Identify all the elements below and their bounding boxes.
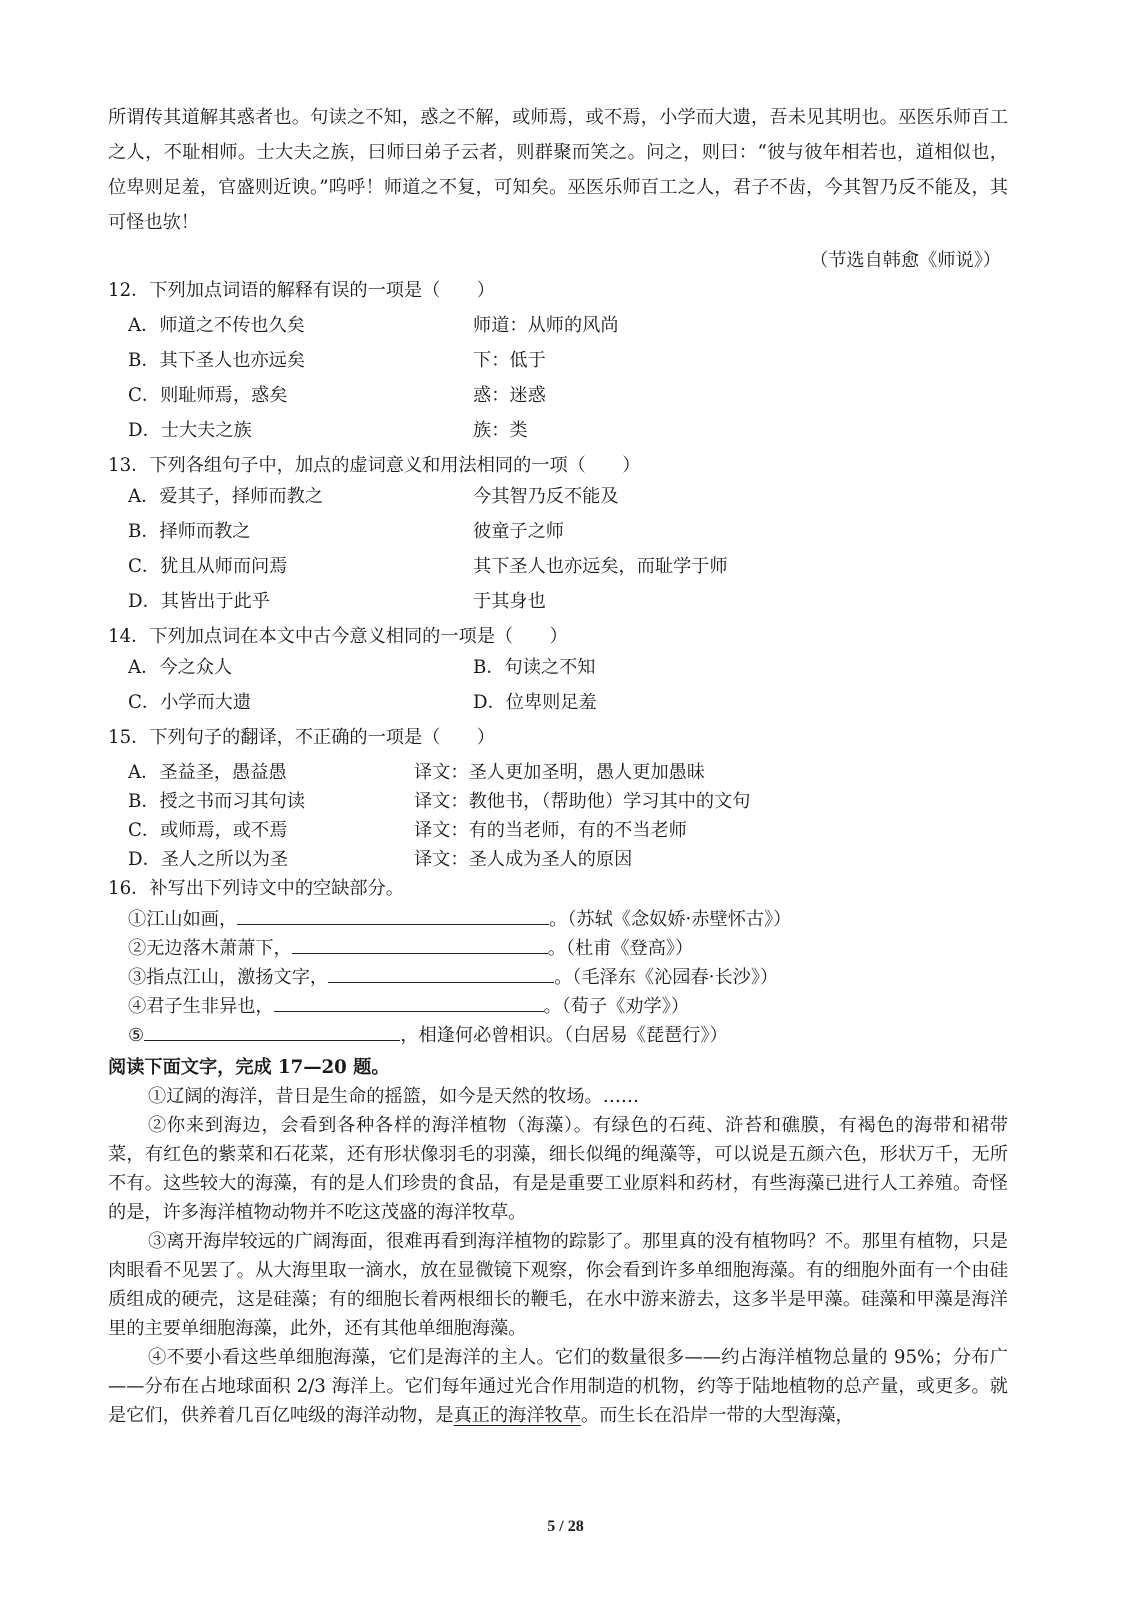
- q15-option-d: D．圣人之所以为圣: [128, 849, 289, 870]
- article-paragraph-1: ①辽阔的海洋，昔日是生命的摇篮，如今是天然的牧场。……: [148, 1086, 640, 1107]
- q16-item-4-prompt: ④君子生非异也，: [128, 996, 274, 1017]
- q16-item-4-source: 。（荀子《劝学》）: [543, 996, 690, 1017]
- q14-option-d: D．位卑则足羞: [473, 692, 597, 713]
- q13-option-d: D．其皆出于此乎: [128, 591, 270, 612]
- q13-option-c-pair: 其下圣人也亦远矣，而耻学于师: [473, 556, 728, 577]
- article-paragraph-3: ③离开海岸较远的广阔海面，很难再看到海洋植物的踪影了。那里真的没有植物吗？不。那里有植物，只是肉眼看不见罢了。从大海里取一滴水，放在显微镜下观察，你会看到许多单细胞海藻。有的细胞外面有一个由硅质组成的硬壳，这是硅藻；有的细胞长着两根细长的鞭毛，在水中游来游去，这多半是甲藻。硅藻和甲藻是海洋里的主要单细胞海藻，此外，还有其他单细胞海藻。: [108, 1231, 1008, 1339]
- q15-option-b: B．授之书而习其句读: [128, 791, 306, 812]
- q16-item-2: [128, 933, 693, 964]
- question-16-stem: 16．补写出下列诗文中的空缺部分。: [108, 878, 404, 899]
- q15-option-d-translation: 译文：圣人成为圣人的原因: [414, 849, 633, 870]
- q12-option-c: C．则耻师焉，惑矣: [128, 385, 288, 406]
- q16-item-5-prompt: ⑤: [128, 1025, 145, 1046]
- q14-option-a: A．今之众人: [128, 657, 233, 678]
- q13-option-a: A．爱其子，择师而教之: [128, 486, 324, 507]
- article-paragraph-4: [108, 1343, 1008, 1430]
- question-12-stem: 12．下列加点词语的解释有误的一项是（ ）: [108, 280, 495, 301]
- article-p4-text: ④不要小看这些单细胞海藻，它们是海洋的主人。它们的数量很多——约占海洋植物总量的 95%；分布广——分布在占地球面积 2/3 海洋上。它们每年通过光合作用制造的机物，约等于陆地植物的总产量，或更多。就是它们，供养着几百亿吨级的海洋动物，是: [108, 1347, 1008, 1426]
- q14-option-c: C．小学而大遗: [128, 692, 252, 713]
- q12-option-b: B．其下圣人也亦远矣: [128, 350, 306, 371]
- q13-option-c: C．犹且从师而问焉: [128, 556, 288, 577]
- q16-item-5-source: ，相逢何必曾相识。（白居易《琵琶行》）: [400, 1025, 728, 1046]
- q15-option-c: C．或师焉，或不焉: [128, 820, 288, 841]
- q12-option-d-gloss: 族：类: [473, 420, 528, 441]
- article-p4-underlined-phrase: 真正的海洋牧草: [453, 1405, 581, 1426]
- q15-option-c-translation: 译文：有的当老师，有的不当老师: [414, 820, 687, 841]
- q16-item-1-source: 。（苏轼《念奴娇·赤壁怀古》）: [549, 909, 792, 930]
- question-15-stem: 15．下列句子的翻译，不正确的一项是（ ）: [108, 727, 495, 748]
- q16-item-3: [128, 962, 778, 993]
- question-14-stem: 14．下列加点词在本文中古今意义相同的一项是（ ）: [108, 626, 568, 647]
- q12-option-d: D．士大夫之族: [128, 420, 252, 441]
- passage-source: （节选自韩愈《师说》）: [810, 250, 1001, 271]
- q16-item-2-blank[interactable]: [292, 933, 548, 954]
- q15-option-a: A．圣益圣，愚益愚: [128, 762, 287, 783]
- q13-option-b-pair: 彼童子之师: [473, 521, 564, 542]
- page-number: 5 / 28: [547, 1518, 584, 1535]
- q14-option-b: B．句读之不知: [473, 657, 596, 678]
- q12-option-b-gloss: 下：低于: [473, 350, 546, 371]
- article-p4-text-end: 。而生长在沿岸一带的大型海藻，: [580, 1405, 854, 1426]
- q16-item-3-blank[interactable]: [328, 962, 554, 983]
- q16-item-5-blank[interactable]: [144, 1020, 400, 1041]
- q16-item-2-prompt: ②无边落木萧萧下，: [128, 938, 292, 959]
- q16-item-3-prompt: ③指点江山，激扬文字，: [128, 967, 329, 988]
- article-paragraph-2: ②你来到海边，会看到各种各样的海洋植物（海藻）。有绿色的石莼、浒苔和礁膜，有褐色的海带和裙带菜，有红色的紫菜和石花菜，还有形状像羽毛的羽藻，细长似绳的绳藻等，可以说是五颜六色，形状万千，无所不有。这些较大的海藻，有的是人们珍贵的食品，有是是重要工业原料和药材，有些海藻已进行人工养殖。奇怪的是，许多海洋植物动物并不吃这茂盛的海洋牧草。: [108, 1115, 1008, 1223]
- q12-option-a: A．师道之不传也久矣: [128, 315, 305, 336]
- question-13-stem: 13．下列各组句子中，加点的虚词意义和用法相同的一项（ ）: [108, 455, 641, 476]
- q15-option-a-translation: 译文：圣人更加圣明，愚人更加愚昧: [414, 762, 706, 783]
- q16-item-4: [128, 991, 689, 1022]
- reading-heading: 阅读下面文字，完成 17—20 题。: [108, 1057, 390, 1078]
- q16-item-5: [128, 1020, 728, 1051]
- q12-option-a-gloss: 师道：从师的风尚: [473, 315, 619, 336]
- q16-item-1-prompt: ①江山如画，: [128, 909, 238, 930]
- classical-passage: 所谓传其道解其惑者也。句读之不知，惑之不解，或师焉，或不焉，小学而大遗，吾未见其明也。巫医乐师百工之人，不耻相师。士大夫之族，曰师曰弟子云者，则群聚而笑之。问之，则曰：“彼与彼年相若也，道相似也，位卑则足羞，官盛则近谀。”呜呼！师道之不复，可知矣。巫医乐师百工之人，君子不齿，今其智乃反不能及，其可怪也欤！: [108, 107, 1008, 233]
- q16-item-1-blank[interactable]: [237, 904, 549, 925]
- q16-item-3-source: 。（毛泽东《沁园春·长沙》）: [554, 967, 779, 988]
- q16-item-1: [128, 904, 791, 935]
- q16-item-4-blank[interactable]: [274, 991, 544, 1012]
- q16-item-2-source: 。（杜甫《登高》）: [547, 938, 694, 959]
- q13-option-b: B．择师而教之: [128, 521, 251, 542]
- q12-option-c-gloss: 惑：迷惑: [473, 385, 546, 406]
- q13-option-d-pair: 于其身也: [473, 591, 546, 612]
- q15-option-b-translation: 译文：教他书，（帮助他）学习其中的文句: [414, 791, 751, 812]
- q13-option-a-pair: 今其智乃反不能及: [473, 486, 619, 507]
